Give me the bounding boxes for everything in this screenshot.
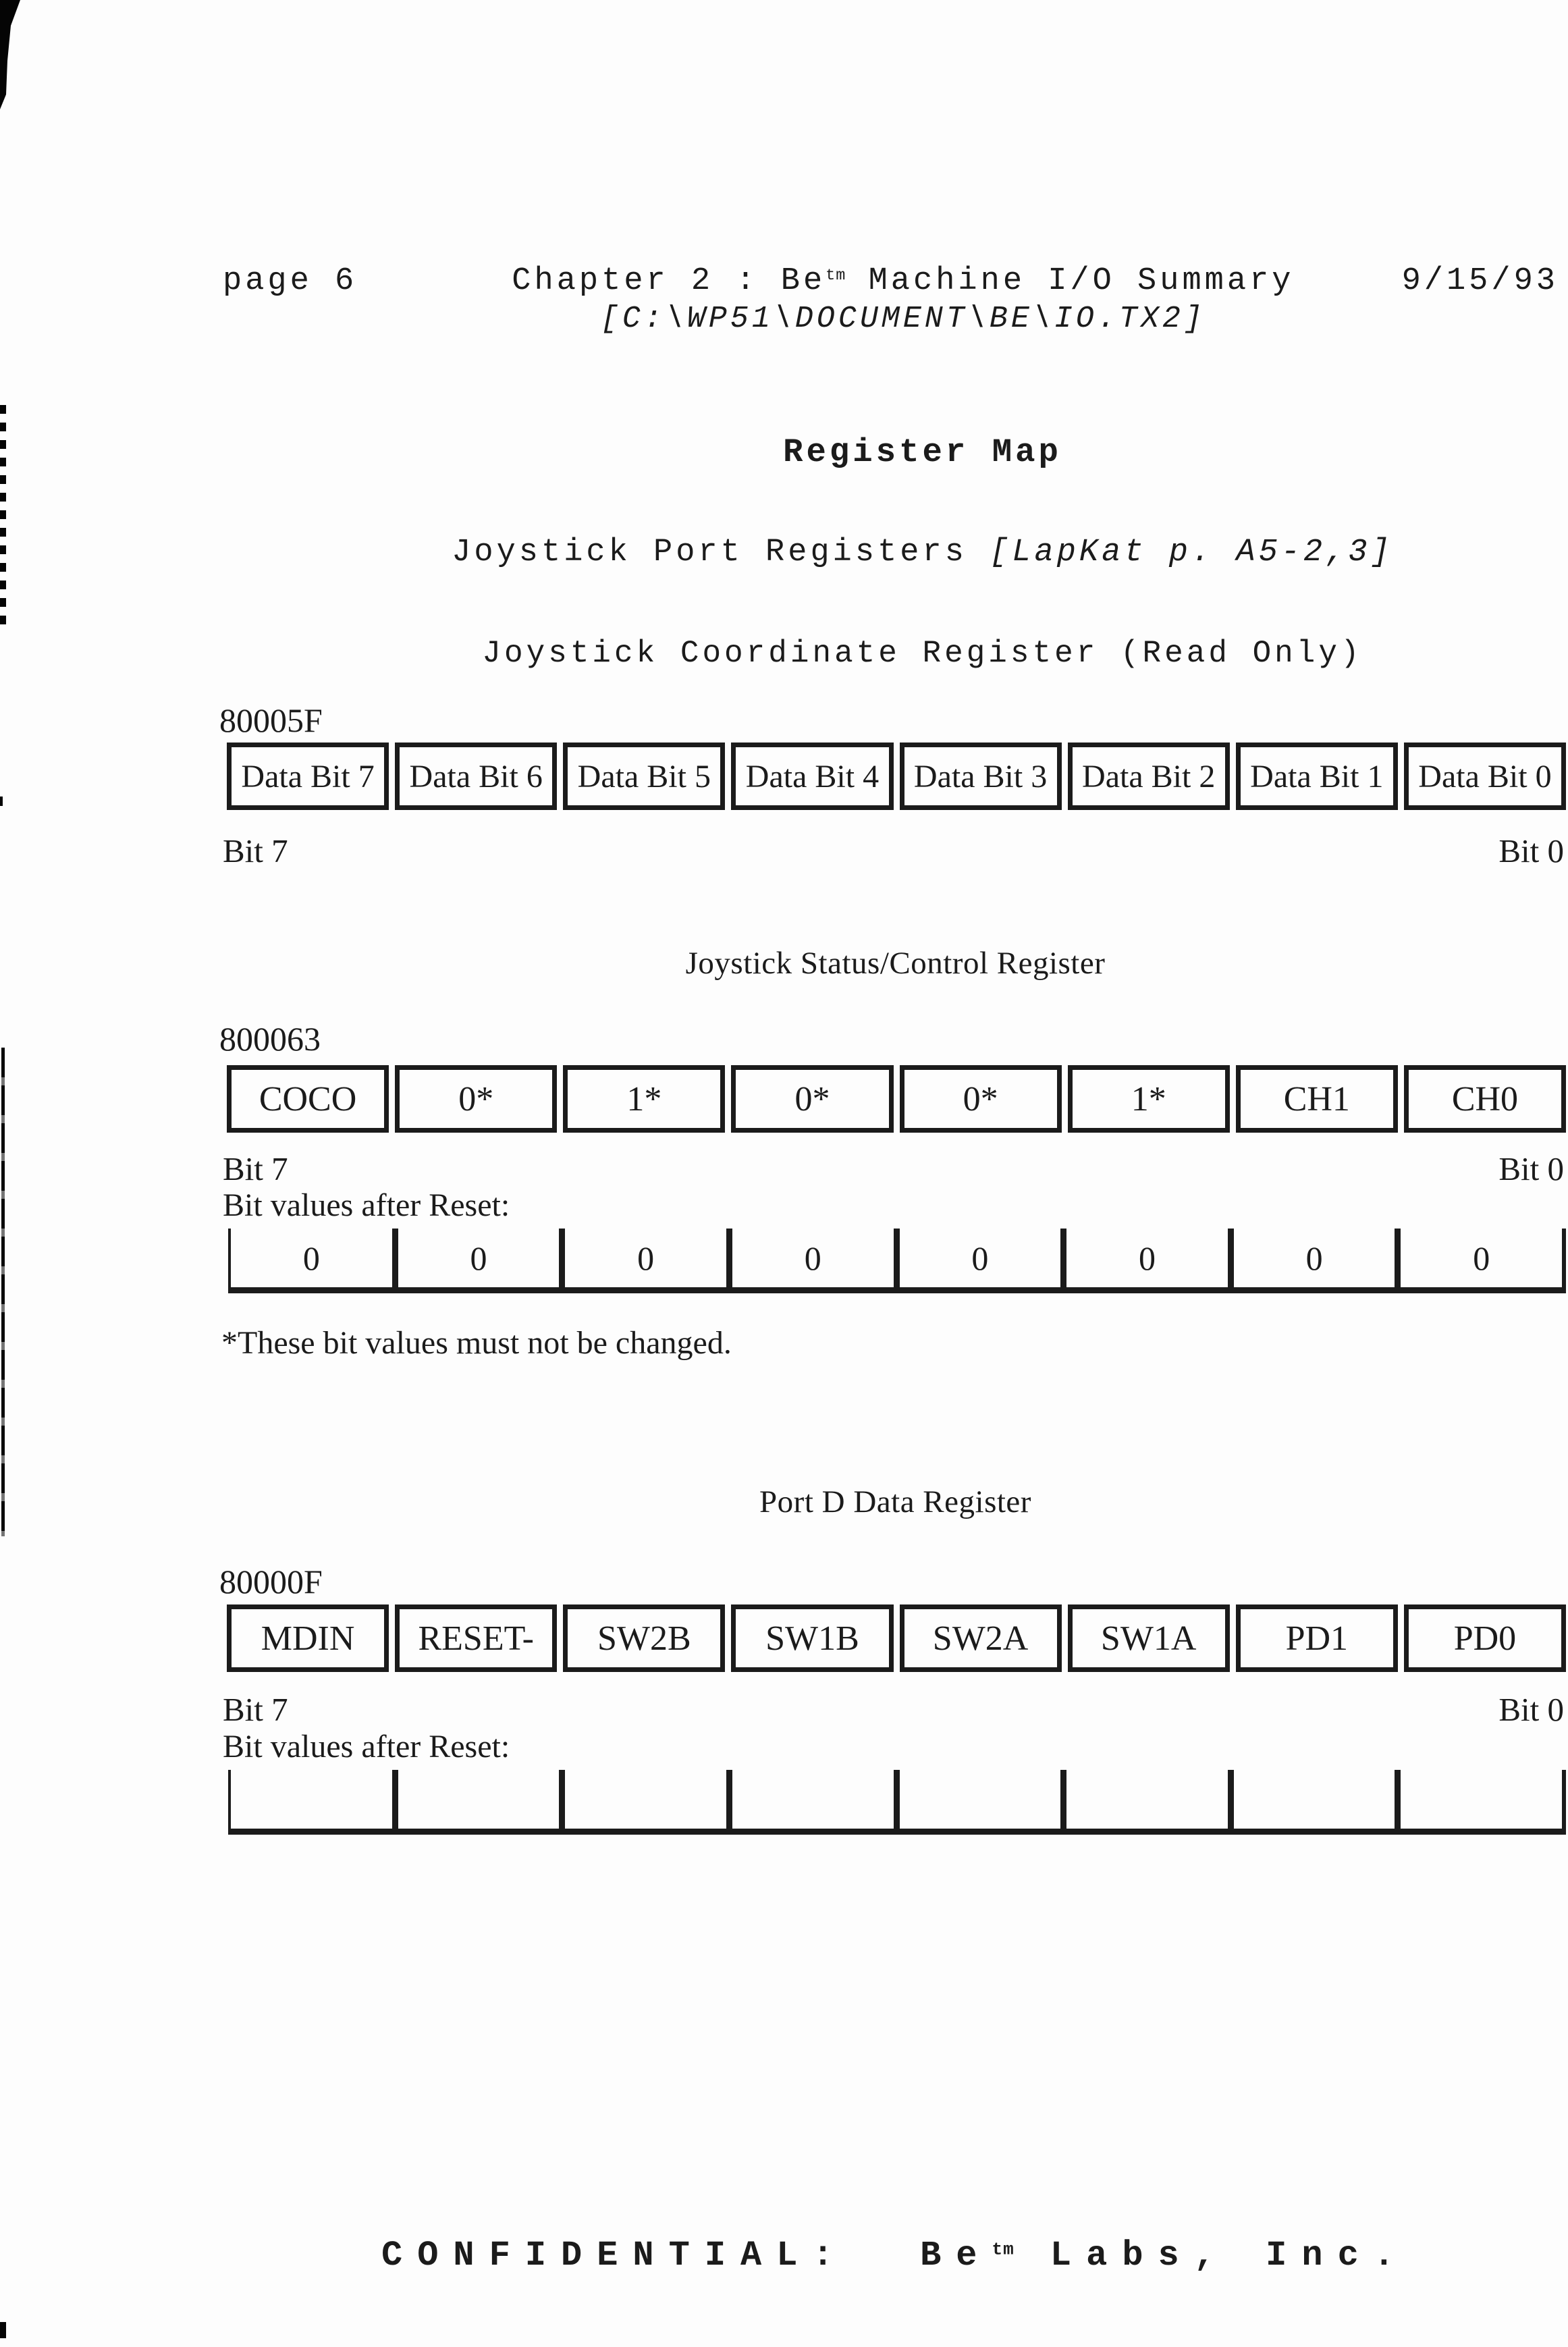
bit-field-table-port-d-data — [227, 1604, 1566, 1672]
bit-field-cell: CH0 — [1404, 1065, 1566, 1133]
bit-field-cell: Data Bit 3 — [900, 743, 1062, 810]
bit-field-cell: Data Bit 6 — [395, 743, 557, 810]
bit7-label: Bit 7 — [223, 1150, 288, 1187]
bit-field-cell: RESET- — [395, 1604, 557, 1672]
bit-field-cell: COCO — [227, 1065, 389, 1133]
reset-value-cell: 0 — [1228, 1229, 1395, 1287]
register-caption-joystick-coordinate: Joystick Coordinate Register (Read Only) — [482, 636, 1363, 671]
reset-values-table-port-d-data — [228, 1770, 1566, 1835]
section-title: Register Map — [783, 433, 1062, 471]
footer-text-suffix: Labs, Inc. — [1014, 2236, 1409, 2275]
reset-value-cell: 0 — [392, 1229, 560, 1287]
reset-value-cell — [228, 1770, 392, 1829]
header-date: 9/15/93 — [1401, 263, 1559, 299]
section-subtitle — [223, 535, 1568, 570]
bit-values-note: *These bit values must not be changed. — [221, 1325, 732, 1361]
footer-text-prefix: CONFIDENTIAL: Be — [381, 2236, 992, 2275]
reset-value-cell — [1228, 1770, 1395, 1829]
bit-field-cell: Data Bit 5 — [563, 743, 725, 810]
scan-artifact-left-dashes — [0, 405, 6, 628]
bit-field-cell: Data Bit 0 — [1404, 743, 1566, 810]
bit-field-table-joystick-coordinate — [227, 743, 1566, 810]
scan-artifact-left-streak — [1, 1048, 5, 1536]
bit-order-labels — [223, 832, 1564, 870]
reset-value-cell — [559, 1770, 726, 1829]
reset-value-cell: 0 — [894, 1229, 1061, 1287]
register-address-80000F: 80000F — [219, 1563, 323, 1600]
reset-value-cell — [1395, 1770, 1566, 1829]
reset-value-cell: 0 — [726, 1229, 894, 1287]
scan-artifact-corner — [0, 0, 23, 109]
register-address-80005F: 80005F — [219, 701, 323, 739]
bit7-label: Bit 7 — [223, 1691, 288, 1728]
bit-order-labels — [223, 1150, 1564, 1188]
bit0-label: Bit 0 — [1498, 1691, 1564, 1728]
register-address-800063: 800063 — [219, 1020, 321, 1058]
page-number-label: page 6 — [223, 263, 358, 299]
reset-value-cell: 0 — [559, 1229, 726, 1287]
bit-field-cell: 0* — [395, 1065, 557, 1133]
reset-value-cell — [726, 1770, 894, 1829]
chapter-title-prefix: Chapter 2 : Be — [512, 263, 826, 299]
scan-artifact-speck — [0, 2322, 6, 2338]
bit-order-labels — [223, 1690, 1564, 1729]
reset-values-table-joystick-status-control — [228, 1229, 1566, 1293]
register-caption-joystick-status-control: Joystick Status/Control Register — [685, 946, 1106, 981]
chapter-title — [404, 263, 1401, 299]
register-caption-port-d-data: Port D Data Register — [759, 1484, 1031, 1519]
subtitle-main: Joystick Port Registers — [452, 535, 990, 570]
bit7-label: Bit 7 — [223, 832, 288, 869]
bit-field-cell: CH1 — [1236, 1065, 1398, 1133]
bit-field-cell: SW2B — [563, 1604, 725, 1672]
subtitle-reference: [LapKat p. A5-2,3] — [990, 535, 1393, 570]
bit-field-cell: 0* — [900, 1065, 1062, 1133]
header-title-block — [357, 263, 1401, 336]
bit0-label: Bit 0 — [1498, 832, 1564, 869]
bit-field-cell: Data Bit 2 — [1068, 743, 1230, 810]
reset-value-cell — [1060, 1770, 1228, 1829]
reset-value-cell — [894, 1770, 1061, 1829]
reset-value-cell: 0 — [228, 1229, 392, 1287]
file-path: [C:\WP51\DOCUMENT\BE\IO.TX2] — [600, 302, 1206, 336]
bit-field-cell: Data Bit 1 — [1236, 743, 1398, 810]
reset-value-cell: 0 — [1395, 1229, 1566, 1287]
bit-field-table-joystick-status-control — [227, 1065, 1566, 1133]
bit-field-cell: MDIN — [227, 1604, 389, 1672]
bit-field-cell: 0* — [731, 1065, 893, 1133]
trademark-superscript: tm — [992, 2239, 1015, 2260]
page-header — [223, 263, 1559, 336]
bit-field-cell: PD1 — [1236, 1604, 1398, 1672]
bit-field-cell: SW2A — [900, 1604, 1062, 1672]
reset-values-label: Bit values after Reset: — [223, 1729, 510, 1764]
bit0-label: Bit 0 — [1498, 1150, 1564, 1187]
bit-field-cell: 1* — [563, 1065, 725, 1133]
bit-field-cell: Data Bit 4 — [731, 743, 893, 810]
reset-values-label: Bit values after Reset: — [223, 1187, 510, 1223]
scan-artifact-speck — [0, 797, 3, 806]
chapter-title-suffix: Machine I/O Summary — [846, 263, 1295, 299]
bit-field-cell: SW1A — [1068, 1604, 1230, 1672]
bit-field-cell: 1* — [1068, 1065, 1230, 1133]
bit-field-cell: SW1B — [731, 1604, 893, 1672]
trademark-superscript: tm — [826, 266, 846, 285]
bit-field-cell: PD0 — [1404, 1604, 1566, 1672]
bit-field-cell: Data Bit 7 — [227, 743, 389, 810]
reset-value-cell: 0 — [1060, 1229, 1228, 1287]
confidential-footer — [223, 2236, 1568, 2275]
reset-value-cell — [392, 1770, 560, 1829]
